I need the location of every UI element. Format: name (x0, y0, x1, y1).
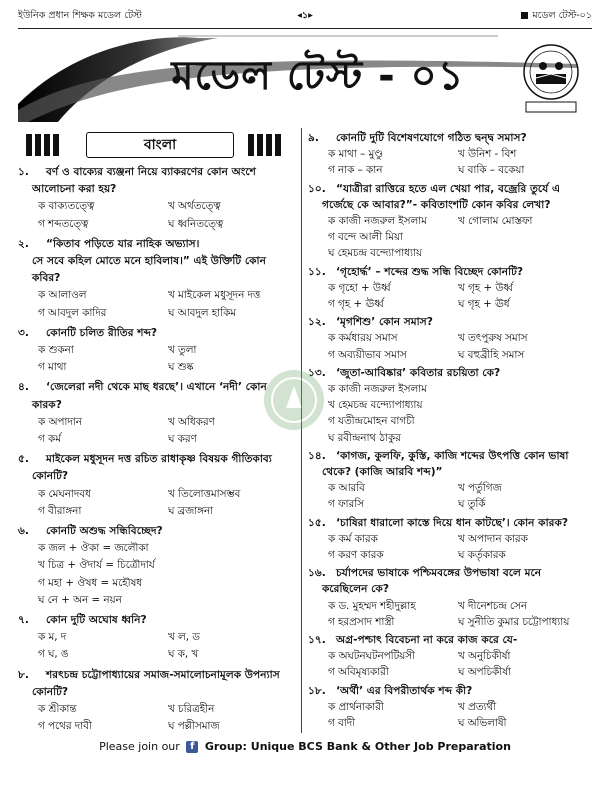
answer-option: ঘ তুর্কি (458, 498, 486, 511)
question-text-line: গর্জেছে কে আবার?”- কবিতাংশটি কোন কবির লেখা? (322, 198, 551, 211)
answer-option: ঘ বহুব্রীহি সমাস (458, 348, 525, 361)
answer-option: গ বন্দে আলী মিয়া (328, 231, 404, 244)
question-number: ১১. (308, 265, 326, 278)
answer-option: ঘ নে + অন = নয়ন (38, 593, 122, 606)
answer-option: ক ম, দ (38, 631, 67, 644)
footer-prefix: Please join our (99, 740, 180, 753)
question-text-line: কোনটি? (32, 470, 69, 483)
answer-option: ঘ ক, খ (168, 648, 199, 661)
answer-option: ঘ অপচিকীর্ষা (458, 666, 511, 679)
question-text-line: ‘কাগজ, কুলফি, কুস্তি, কাজি শব্দের উৎপত্তি কোন ভাষা (336, 449, 569, 462)
question-number: ১৩. (308, 366, 326, 379)
answer-option: ক মাথা – মুণ্ডু (328, 148, 383, 161)
footer (0, 740, 610, 753)
answer-option: খ পর্তুগিজ (458, 482, 502, 495)
question-number: ৩. (18, 326, 29, 339)
answer-option: খ চরিত্রহীন (168, 702, 215, 715)
answer-option: ক কর্ম কারক (328, 532, 378, 545)
question-number: ১৮. (308, 684, 326, 697)
question-text-line: “কিতাব পড়িতে যার নাহিক অভ্যাস। (46, 237, 200, 250)
answer-option: গ গৃহ + ঊর্ধ্ব (328, 297, 384, 310)
question-text-line: কোন দুটি অঘোষ ধ্বনি? (46, 614, 147, 626)
answer-option: গ অব্যয়ীভাব সমাস (328, 348, 407, 361)
question-number: ৮. (18, 668, 29, 681)
answer-option: ক প্রার্থনাকারী (328, 700, 384, 713)
question-number: ১০. (308, 182, 326, 195)
question-text-line: চর্যাপদের ভাষাকে পশ্চিমবঙ্গের উপভাষা বলে মনে (336, 567, 542, 580)
question-number: ৫. (18, 453, 29, 466)
question-text-line: ‘চাষিরা ধারালো কাস্তে দিয়ে ধান কাটছে’। কোন কারক? (336, 516, 569, 529)
header-left-text: ইউনিক প্রধান শিক্ষক মডেল টেস্ট (18, 9, 142, 21)
question-number: ১৬. (308, 567, 326, 580)
answer-option: গ আবদুল কাদির (38, 306, 107, 319)
answer-option: খ অর্থতত্ত্বে (168, 200, 221, 213)
question-text-line: কবির? (32, 272, 61, 285)
answer-option: ক ড. মুহম্মদ শহীদুল্লাহ (328, 599, 416, 612)
question-number: ১২. (308, 316, 326, 329)
answer-option: ক অঘটনঘটনপটিয়সী (328, 650, 415, 663)
question-text-line: করেছিলেন কে? (322, 583, 389, 596)
answer-option: ক গৃহো + উর্ধ্ব (328, 281, 391, 294)
answer-option: গ মাথা (38, 361, 67, 374)
question-number: ১. (18, 166, 29, 178)
answer-option: গ পথের দাবী (38, 720, 92, 733)
answer-option: গ নাক – কান (328, 164, 383, 177)
question-number: ৬. (18, 525, 29, 537)
answer-option: ঘ পল্লীসমাজ (168, 720, 220, 733)
answer-option: ক জল + ঔকা = জলৌকা (38, 542, 149, 555)
answer-option: ক বাক্যতত্ত্বে (38, 200, 95, 213)
answer-option: খ অধিকরণ (168, 415, 215, 428)
answer-option: খ গৃহ + উর্ধ্ব (458, 281, 513, 294)
answer-option: ক অপাদান (38, 415, 82, 428)
answer-option: গ হরপ্রসাদ শাস্ত্রী (328, 615, 395, 628)
answer-option: ক শ্রীকান্ত (38, 702, 77, 715)
answer-option: খ তুলা (168, 343, 197, 356)
answer-option: খ ল, ড (168, 631, 200, 644)
question-number: ৪. (18, 381, 29, 394)
answer-option: ঘ বাকি – বকেয়া (458, 164, 525, 177)
answer-option: খ তিলোত্তমাসম্ভব (168, 487, 241, 500)
question-text-line: কোনটি দুটি বিশেষণযোগে গঠিত দ্বন্দ্ব সমাস? (336, 132, 527, 144)
answer-option: ক কর্মধারয় সমাস (328, 332, 398, 345)
answer-option: ক কাজী নজরুল ইসলাম (328, 382, 427, 395)
answer-option: গ অবিমৃষ্যকারী (328, 666, 389, 679)
answer-option: খ অপাদান কারক (458, 532, 528, 545)
answer-option: গ ফারসি (328, 498, 364, 511)
answer-option: গ বাদী (328, 716, 356, 729)
question-text-line: আলোচনা করা হয়? (32, 183, 117, 196)
answer-option: ঘ অভিলাষী (458, 716, 507, 729)
answer-option: ক মেঘনাদবধ (38, 487, 91, 500)
answer-option: গ যতীন্দ্রমোহন বাগচী (328, 415, 415, 428)
stripe-bars-left-icon (26, 134, 66, 156)
question-text-line: ‘জেলেরা নদী থেকে মাছ ধরছে’। এখানে ‘নদী’ কোন (46, 381, 267, 394)
answer-option: ঘ আবদুল হাকিম (168, 306, 236, 319)
question-number: ২. (18, 237, 29, 250)
stripe-bars-right-icon (248, 134, 288, 156)
answer-option: ঘ শুষ্ক (168, 361, 194, 374)
answer-option: ঘ সুনীতি কুমার চট্টোপাধ্যায় (458, 615, 570, 628)
answer-option: খ অনুচিকীর্ষা (458, 650, 511, 663)
answer-option: গ ঘ, ঙ (38, 648, 69, 661)
answer-option: গ করণ কারক (328, 548, 384, 561)
answer-option: গ বীরাঙ্গনা (38, 504, 82, 517)
answer-option: গ শব্দতত্ত্বে (38, 217, 89, 230)
footer-group-link[interactable]: Group: Unique BCS Bank & Other Job Preparation (204, 740, 511, 753)
question-number: ১৭. (308, 634, 326, 646)
answer-option: খ উনিশ - বিশ (458, 148, 517, 161)
question-text-line: কারক? (32, 398, 62, 411)
subject-name: বাংলা (86, 132, 234, 158)
school-logo-icon (522, 42, 580, 114)
question-number: ৯. (308, 132, 319, 144)
question-text-line: ‘জুতা-আবিষ্কার’ কবিতার রচয়িতা কে? (336, 366, 501, 379)
answer-option: গ মহা + ঔষধ = মহৌষধ (38, 576, 143, 589)
question-text-line: অগ্র-পশ্চাৎ বিবেচনা না করে কাজ করে যে- (336, 634, 518, 646)
page-number: ◂১▸ (297, 9, 313, 21)
answer-option: খ হেমচন্দ্র বন্দ্যোপাধ্যায় (328, 399, 423, 412)
answer-option: গ কর্ম (38, 432, 61, 445)
question-text-line: কোনটি? (32, 685, 69, 698)
answer-option: ক শুকনা (38, 343, 74, 356)
subject-heading (26, 132, 292, 158)
question-text-line: শরৎচন্দ্র চট্টোপাধ্যায়ের সমাজ-সমালোচনামূলক উপন্যাস (46, 668, 280, 681)
answer-option: খ মাইকেল মধুসূদন দত্ত (168, 289, 261, 302)
question-text-line: থেকে? (কাজি আরবি শব্দ)” (322, 465, 443, 478)
answer-option: ঘ হেমচন্দ্র বন্দ্যোপাধ্যায় (328, 247, 422, 260)
answer-option: ক কাজী নজরুল ইসলাম (328, 214, 427, 227)
question-text-line: সে সবে কহিল মোতে মনে হাবিলাষ।” এই উক্তিটি কোন (32, 254, 266, 267)
answer-option: ক আরবি (328, 482, 365, 495)
answer-option: খ প্রত্যর্থী (458, 700, 497, 713)
answer-option: ক আলাওল (38, 289, 87, 302)
title-banner (18, 34, 588, 122)
answer-option: ঘ ব্রজাঙ্গনা (168, 504, 214, 517)
question-text-line: বর্ণ ও বাক্যের ব্যঞ্জনা নিয়ে ব্যাকরণের কোন অংশে (46, 166, 256, 178)
facebook-icon[interactable]: f (186, 741, 198, 753)
watermark-icon (262, 368, 326, 432)
header-rule (18, 28, 592, 29)
answer-option: ঘ রবীন্দ্রনাথ ঠাকুর (328, 431, 401, 444)
page-header (18, 6, 592, 26)
question-text-line: ‘অর্থী’ এর বিপরীতার্থক শব্দ কী? (336, 684, 473, 697)
question-number: ৭. (18, 614, 29, 626)
question-text-line: মাইকেল মধুসূদন দত্ত রচিত রাধাকৃষ্ণ বিষয়ক গীতিকাব্য (46, 453, 272, 466)
header-right-text: মডেল টেস্ট-০১ (532, 9, 592, 21)
answer-option: ঘ কর্তৃকারক (458, 548, 506, 561)
question-number: ১৫. (308, 516, 326, 529)
answer-option: খ গোলাম মোস্তফা (458, 214, 533, 227)
question-text-line: ‘গৃহোর্দ্ধ’ – শব্দের শুদ্ধ সন্ধি বিচ্ছেদ কোনটি? (336, 265, 524, 278)
answer-option: খ তৎপুরুষ সমাস (458, 332, 528, 345)
banner-title: মডেল টেস্ট - ০১ (171, 53, 465, 99)
answer-option: ঘ ধ্বনিতত্ত্বে (168, 217, 224, 230)
question-text-line: ‘মৃগশিশু’ কোন সমাস? (336, 316, 433, 329)
question-text-line: কোনটি চলিত রীতির শব্দ? (46, 326, 158, 339)
answer-option: ঘ করণ (168, 432, 197, 445)
question-number: ১৪. (308, 449, 326, 462)
answer-option: খ চিত্র + ঔদার্য = চিত্রৌদার্য (38, 559, 155, 572)
answer-option: খ দীনেশচন্দ্র সেন (458, 599, 528, 612)
answer-option: ঘ গৃহ + ঊর্ধ (458, 297, 510, 310)
question-text-line: কোনটি অশুদ্ধ সন্ধিবিচ্ছেদ? (46, 525, 163, 537)
question-text-line: “যাত্রীরা রাত্তিরে হতে এল খেয়া পার, বজ্রেরি তুর্যে এ (336, 182, 561, 195)
